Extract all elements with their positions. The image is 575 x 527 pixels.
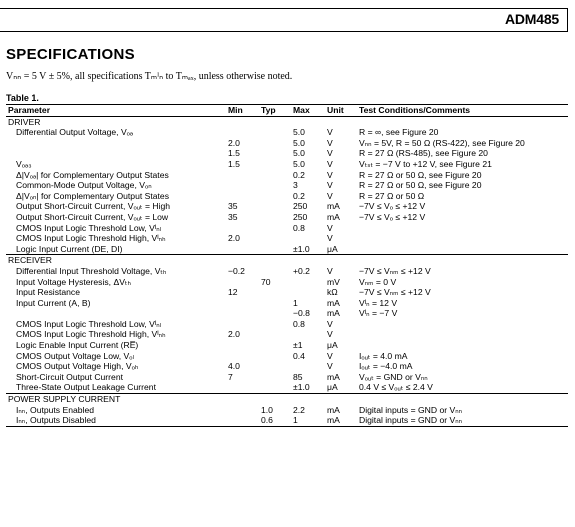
cell-typ	[259, 361, 291, 372]
cell-min	[226, 308, 259, 319]
cell-conditions: R = 27 Ω or 50 Ω	[359, 190, 425, 201]
cell-min: 12	[228, 287, 238, 298]
cell-parameter: Δ|Vₒₙ| for Complementary Output States	[16, 190, 170, 201]
cell-conditions	[357, 233, 568, 244]
cell-typ	[259, 298, 291, 309]
cell-max: 2.2	[293, 404, 305, 415]
cell-conditions	[357, 340, 568, 351]
cell-typ	[259, 308, 291, 319]
table-header-row	[6, 105, 568, 117]
table-row	[6, 372, 568, 383]
cell-conditions: Vᴵₙ = −7 V	[359, 308, 398, 319]
cell-conditions: Vₒᵤₜ = GND or Vₙₙ	[359, 371, 428, 382]
cell-typ	[259, 233, 291, 244]
cell-unit: mA	[327, 201, 340, 212]
cell-max	[291, 361, 325, 372]
cell-parameter: Differential Input Threshold Voltage, Vₜₕ	[16, 265, 167, 276]
cell-max: −0.8	[293, 308, 310, 319]
table-row	[6, 319, 568, 330]
cell-parameter: Common-Mode Output Voltage, Vₒₙ	[16, 180, 152, 191]
cell-unit: mA	[327, 308, 340, 319]
cell-max: 5.0	[293, 148, 305, 159]
col-header-typ: Typ	[259, 105, 291, 117]
table-row	[6, 382, 568, 393]
cell-unit: V	[327, 361, 333, 372]
cell-unit: V	[327, 137, 333, 148]
cell-max	[291, 287, 325, 298]
cell-parameter: Iₙₙ, Outputs Disabled	[6, 415, 226, 426]
cell-conditions: Digital inputs = GND or Vₙₙ	[357, 415, 568, 426]
cell-typ	[259, 372, 291, 383]
cell-typ	[259, 244, 291, 255]
table-row	[6, 361, 568, 372]
section-title: SPECIFICATIONS	[6, 46, 135, 63]
cell-typ	[259, 148, 291, 159]
cell-typ: 70	[261, 276, 271, 287]
cell-parameter: Δ|Vₒₔ| for Complementary Output States	[16, 169, 169, 180]
cell-min: 2.0	[228, 137, 240, 148]
table-section-row	[6, 116, 568, 127]
cell-conditions	[357, 255, 568, 266]
cell-parameter	[6, 138, 226, 149]
cell-min: 35	[228, 201, 238, 212]
cell-min	[226, 340, 259, 351]
cell-max: 1	[293, 297, 298, 308]
cell-unit: kΩ	[327, 287, 338, 298]
cell-unit: V	[327, 329, 333, 340]
cell-conditions: Vₙₘ = 0 V	[359, 276, 397, 287]
cell-max: 5.0	[293, 137, 305, 148]
cell-typ	[259, 127, 291, 138]
cell-unit: μA	[327, 382, 338, 393]
cell-unit: μA	[327, 340, 338, 351]
cell-conditions: R = 27 Ω (RS-485), see Figure 20	[359, 148, 488, 159]
table-row	[6, 340, 568, 351]
cell-min: −0.2	[228, 265, 245, 276]
cell-max: ±1	[293, 340, 303, 351]
cell-unit: V	[327, 350, 333, 361]
cell-unit: V	[327, 148, 333, 159]
cell-min	[226, 394, 259, 405]
cell-min	[226, 415, 259, 426]
cell-parameter: CMOS Output Voltage Low, Vₒₗ	[16, 350, 134, 361]
table-label: Table 1.	[6, 93, 39, 103]
cell-min	[226, 298, 259, 309]
cell-max: 0.2	[293, 190, 305, 201]
cell-parameter: Three-State Output Leakage Current	[16, 382, 156, 393]
cell-min: 35	[228, 211, 238, 222]
cell-typ: 0.6	[259, 415, 291, 426]
cell-unit	[325, 255, 357, 266]
table-row	[6, 159, 568, 170]
table-row	[6, 329, 568, 340]
table-row	[6, 298, 568, 309]
cell-unit: V	[327, 127, 333, 138]
table-row	[6, 233, 568, 244]
cell-conditions: Vₙₙ = 5V, R = 50 Ω (RS-422), see Figure 20	[359, 137, 525, 148]
cell-max	[291, 329, 325, 340]
cell-max: 250	[293, 201, 308, 212]
cell-parameter: CMOS Input Logic Threshold Low, Vᴵₙₗ	[16, 222, 162, 233]
col-header-min: Min	[226, 105, 259, 117]
cell-max: 3	[293, 180, 298, 191]
cell-min	[226, 127, 259, 138]
cell-conditions	[357, 244, 568, 255]
cell-conditions: 0.4 V ≤ Vₒᵤₜ ≤ 2.4 V	[359, 382, 433, 393]
cell-min	[226, 351, 259, 362]
table-row	[6, 148, 568, 159]
table-row	[6, 127, 568, 138]
table-row	[6, 308, 568, 319]
cell-conditions: R = ∞, see Figure 20	[359, 127, 439, 138]
cell-typ	[259, 138, 291, 149]
col-header-unit: Unit	[325, 105, 357, 117]
cell-conditions: −7V ≤ Vₒ ≤ +12 V	[359, 201, 426, 212]
cell-min: 7	[228, 371, 233, 382]
conditions-note: Vₙₙ = 5 V ± 5%, all specifications Tₘᴵₙ to Tₘₐₓ, unless otherwise noted.	[6, 71, 293, 82]
cell-typ	[259, 266, 291, 277]
cell-conditions	[357, 394, 568, 405]
table-row	[6, 266, 568, 277]
cell-parameter: DRIVER	[6, 116, 226, 127]
table-body	[6, 116, 568, 426]
cell-conditions: −7V ≤ Vₙₘ ≤ +12 V	[359, 265, 431, 276]
cell-min	[226, 277, 259, 288]
cell-unit: V	[327, 222, 333, 233]
table-row	[6, 201, 568, 212]
cell-conditions	[357, 329, 568, 340]
cell-unit: mA	[327, 211, 340, 222]
cell-typ	[259, 170, 291, 181]
cell-conditions: Iₒᵤₜ = −4.0 mA	[359, 361, 413, 372]
cell-typ	[259, 223, 291, 234]
cell-parameter	[6, 148, 226, 159]
cell-unit: V	[327, 265, 333, 276]
table-row	[6, 244, 568, 255]
cell-parameter: Iₙₙ, Outputs Enabled	[16, 404, 95, 415]
cell-typ	[259, 351, 291, 362]
cell-conditions: Iₒᵤₜ = 4.0 mA	[359, 350, 408, 361]
cell-parameter: Short-Circuit Output Current	[16, 371, 123, 382]
cell-parameter: Input Current (A, B)	[16, 297, 91, 308]
cell-min	[226, 382, 259, 393]
cell-max: 0.8	[293, 222, 305, 233]
cell-typ	[259, 180, 291, 191]
cell-typ	[259, 340, 291, 351]
cell-parameter: Input Resistance	[16, 287, 81, 298]
cell-typ	[259, 255, 291, 266]
cell-parameter: Input Voltage Hysteresis, ΔVₜₕ	[16, 276, 131, 287]
cell-parameter: CMOS Input Logic Threshold Low, Vᴵₙₗ	[16, 318, 162, 329]
cell-parameter: Vₒₔ₃	[16, 158, 32, 169]
cell-min	[226, 319, 259, 330]
cell-typ	[259, 394, 291, 405]
specifications-table	[6, 104, 568, 427]
cell-max: ±1.0	[293, 243, 310, 254]
cell-parameter: POWER SUPPLY CURRENT	[6, 394, 226, 405]
cell-conditions	[357, 319, 568, 330]
cell-unit: mA	[325, 415, 357, 426]
table-row	[6, 287, 568, 298]
table-row	[6, 405, 568, 416]
cell-min	[226, 191, 259, 202]
table-row	[6, 191, 568, 202]
cell-conditions: Digital inputs = GND or Vₙₙ	[359, 404, 463, 415]
cell-parameter: CMOS Input Logic Threshold High, Vᴵₙₕ	[16, 233, 166, 244]
cell-min: 1.5	[228, 148, 240, 159]
cell-unit: mA	[327, 371, 340, 382]
cell-unit: mV	[327, 276, 340, 287]
cell-typ	[259, 116, 291, 127]
cell-conditions: R = 27 Ω or 50 Ω, see Figure 20	[359, 169, 482, 180]
table-row	[6, 212, 568, 223]
cell-min	[226, 244, 259, 255]
cell-min: 2.0	[228, 329, 240, 340]
cell-parameter	[6, 308, 226, 319]
cell-parameter: Differential Output Voltage, Vₒₔ	[16, 127, 134, 138]
cell-conditions: R = 27 Ω or 50 Ω, see Figure 20	[359, 180, 482, 191]
cell-max: +0.2	[293, 265, 310, 276]
page-header-bar	[0, 8, 568, 32]
cell-max	[291, 277, 325, 288]
cell-min	[226, 255, 259, 266]
cell-min	[226, 116, 259, 127]
cell-min	[226, 180, 259, 191]
cell-unit: mA	[327, 404, 340, 415]
cell-typ: 1.0	[261, 404, 273, 415]
cell-min	[226, 170, 259, 181]
cell-parameter: Output Short-Circuit Current, Vₒᵤₜ = High	[16, 201, 171, 212]
cell-unit: V	[327, 158, 333, 169]
cell-max: 85	[293, 371, 303, 382]
table-row	[6, 277, 568, 288]
cell-max	[291, 233, 325, 244]
table-row	[6, 415, 568, 426]
cell-min: 1.5	[228, 158, 240, 169]
cell-parameter: Output Short-Circuit Current, Vₒᵤₜ = Low	[16, 211, 169, 222]
cell-max: 0.8	[293, 318, 305, 329]
cell-unit: V	[327, 180, 333, 191]
cell-typ	[259, 201, 291, 212]
cell-unit	[325, 394, 357, 405]
cell-unit: V	[327, 190, 333, 201]
cell-conditions	[357, 116, 568, 127]
cell-max	[291, 116, 325, 127]
cell-conditions: −7V ≤ Vₙₘ ≤ +12 V	[359, 287, 431, 298]
cell-typ	[259, 319, 291, 330]
cell-unit	[325, 116, 357, 127]
table-row	[6, 351, 568, 362]
cell-max	[291, 394, 325, 405]
cell-max: 250	[293, 211, 308, 222]
cell-conditions: −7V ≤ Vₒ ≤ +12 V	[359, 211, 426, 222]
cell-typ	[259, 287, 291, 298]
cell-unit: V	[327, 169, 333, 180]
table-row	[6, 223, 568, 234]
col-header-conditions: Test Conditions/Comments	[357, 105, 568, 117]
table-row	[6, 180, 568, 191]
cell-min: 2.0	[228, 233, 240, 244]
cell-max: 0.2	[293, 169, 305, 180]
table-row	[6, 170, 568, 181]
cell-typ	[259, 382, 291, 393]
part-number: ADM485	[504, 11, 559, 27]
cell-parameter: CMOS Output Voltage High, Vₒₕ	[16, 361, 139, 372]
cell-parameter: RECEIVER	[6, 255, 226, 266]
cell-parameter: Logic Input Current (DE, DI)	[16, 243, 123, 254]
cell-conditions: Vₜₛₜ = −7 V to +12 V, see Figure 21	[359, 158, 492, 169]
cell-typ	[259, 159, 291, 170]
cell-min	[226, 223, 259, 234]
table-section-row	[6, 255, 568, 266]
col-header-max: Max	[291, 105, 325, 117]
cell-max	[291, 255, 325, 266]
cell-parameter: Logic Enable Input Current (RE̅)	[16, 340, 139, 351]
col-header-parameter: Parameter	[6, 105, 226, 117]
cell-min	[226, 405, 259, 416]
cell-min: 4.0	[228, 361, 240, 372]
cell-unit: V	[327, 233, 333, 244]
cell-typ	[259, 191, 291, 202]
cell-max: 0.4	[293, 350, 305, 361]
cell-typ	[259, 212, 291, 223]
table-section-row	[6, 394, 568, 405]
cell-typ	[259, 329, 291, 340]
cell-unit: μA	[327, 243, 338, 254]
cell-max: 5.0	[293, 158, 305, 169]
cell-conditions	[357, 223, 568, 234]
cell-max: 1	[291, 415, 325, 426]
cell-parameter: CMOS Input Logic Threshold High, Vᴵₙₕ	[16, 329, 166, 340]
cell-max: ±1.0	[293, 382, 310, 393]
cell-unit: V	[327, 318, 333, 329]
cell-unit: mA	[327, 297, 340, 308]
table-row	[6, 138, 568, 149]
cell-max: 5.0	[293, 127, 305, 138]
cell-conditions: Vᴵₙ = 12 V	[359, 297, 398, 308]
